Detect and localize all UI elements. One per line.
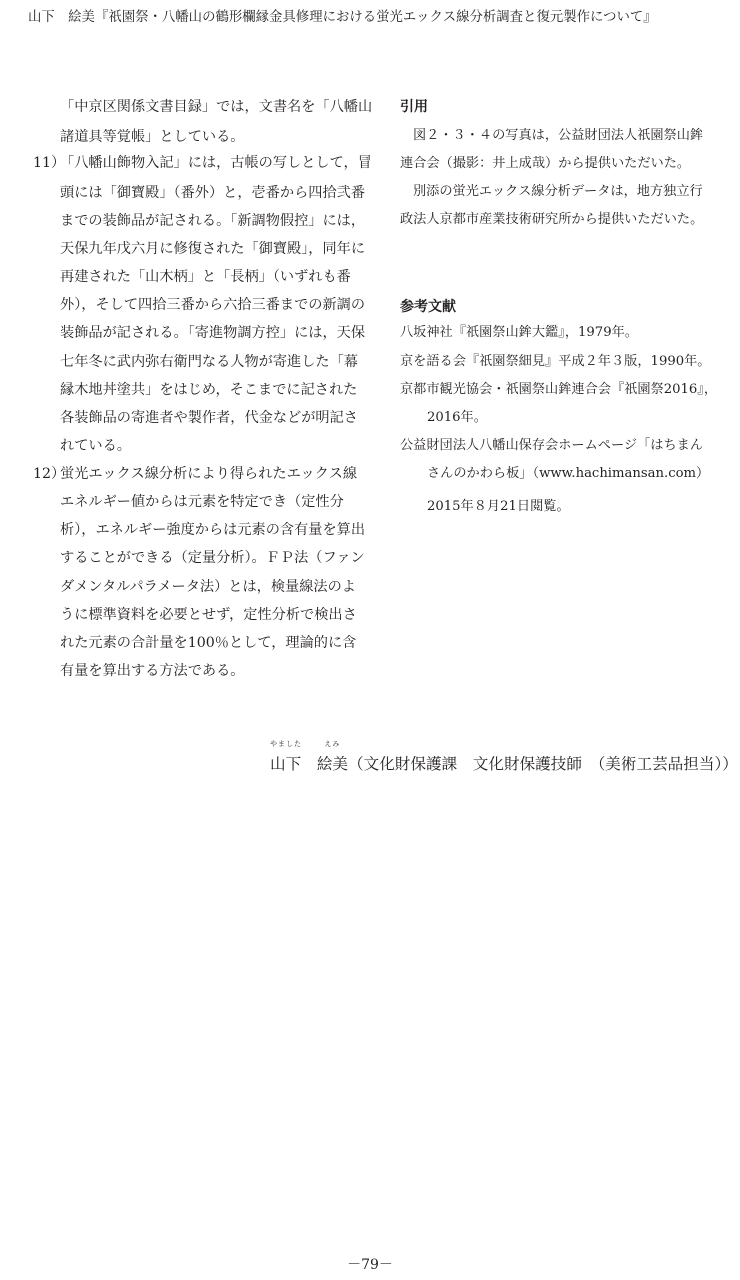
reference-line: 2016年。 [427, 410, 487, 425]
note-number: 12） [33, 466, 66, 482]
running-header: 山下 絵美『祇園祭・八幡山の鶴形欄縁金具修理における蛍光エックス線分析調査と復元製作について』 [28, 10, 657, 25]
note-line: 「中京区関係文書目録」では，文書名を「八幡山 [60, 99, 373, 115]
citation-line: 政法人京都市産業技術研究所から提供いただいた。 [400, 212, 704, 227]
page-number: －79－ [347, 1257, 393, 1273]
note-line: 「八幡山飾物入記」には，古帳の写しとして，冒 [60, 155, 372, 171]
author-given-name: えみ 絵美 [316, 740, 349, 773]
author-block [270, 740, 738, 774]
note-line: 装飾品が記される。「寄進物調方控」には，天保 [60, 325, 366, 341]
note-line: 頭には「御寶殿」（番外）と，壱番から四拾弐番 [60, 185, 366, 201]
author-given-reading: えみ [324, 740, 341, 748]
note-line: 析），エネルギー強度からは元素の含有量を算出 [60, 522, 366, 538]
note-line: 有量を算出する方法である。 [60, 663, 245, 679]
reference-line: 2015年８月21日閲覧。 [427, 499, 570, 514]
note-line: 蛍光エックス線分析により得られたエックス線 [60, 466, 358, 482]
references-heading: 参考文献 [400, 299, 456, 315]
reference-line: 公益財団法人八幡山保存会ホームページ「はちまん [400, 438, 704, 453]
reference-line: 八坂神社『祇園祭山鉾大鑑』，1979年。 [400, 325, 638, 340]
citation-line: 図２・３・４の写真は，公益財団法人祇園祭山鉾 [413, 128, 704, 143]
author-family-name: やました 山下 [270, 740, 302, 773]
note-line: 七年冬に武内弥右衛門なる人物が寄進した「幕 [60, 354, 358, 370]
note-line: 縁木地丼塗共」をはじめ，そこまでに記された [60, 382, 358, 398]
note-line: れた元素の合計量を100％として，理論的に含 [60, 635, 357, 651]
note-line: 諸道具等覚帳」としている。 [60, 129, 245, 145]
citation-line: 別添の蛍光エックス線分析データは，地方独立行 [413, 184, 703, 199]
reference-line: 京を語る会『祇園祭細見』平成２年３版，1990年。 [400, 354, 711, 369]
note-line: エネルギー値からは元素を特定でき（定性分 [60, 494, 344, 510]
citation-line: 連合会（撮影：井上成哉）から提供いただいた。 [400, 156, 691, 171]
note-line: 外），そして四拾三番から六拾三番までの新調の [60, 297, 366, 313]
note-line: 天保九年戊六月に修復された「御寶殿」，同年に [60, 241, 366, 257]
citation-heading: 引用 [400, 99, 428, 115]
author-family-reading: やました [270, 740, 302, 748]
note-line: することができる（定量分析）。ＦＰ法（ファン [60, 550, 365, 566]
reference-line: さんのかわら板」（www.hachimansan.com） [427, 466, 710, 481]
note-line: れている。 [60, 438, 131, 454]
author-affiliation: （文化財保護課 文化財保護技師 （美術工芸品担当）） [348, 755, 738, 773]
note-line: 再建された「山木柄」と「長柄」（いずれも番 [60, 269, 351, 285]
note-line: までの装飾品が記される。「新調物假控」には， [60, 213, 366, 229]
reference-line: 京都市観光協会・祇園祭山鉾連合会『祇園祭2016』， [400, 382, 718, 397]
note-line: ダメンタルパラメータ法）とは，検量線法のよ [60, 579, 356, 595]
note-line: うに標準資料を必要とせず，定性分析で検出さ [60, 607, 357, 623]
note-number: 11） [33, 155, 66, 171]
note-line: 各装飾品の寄進者や製作者，代金などが明記さ [60, 410, 358, 426]
